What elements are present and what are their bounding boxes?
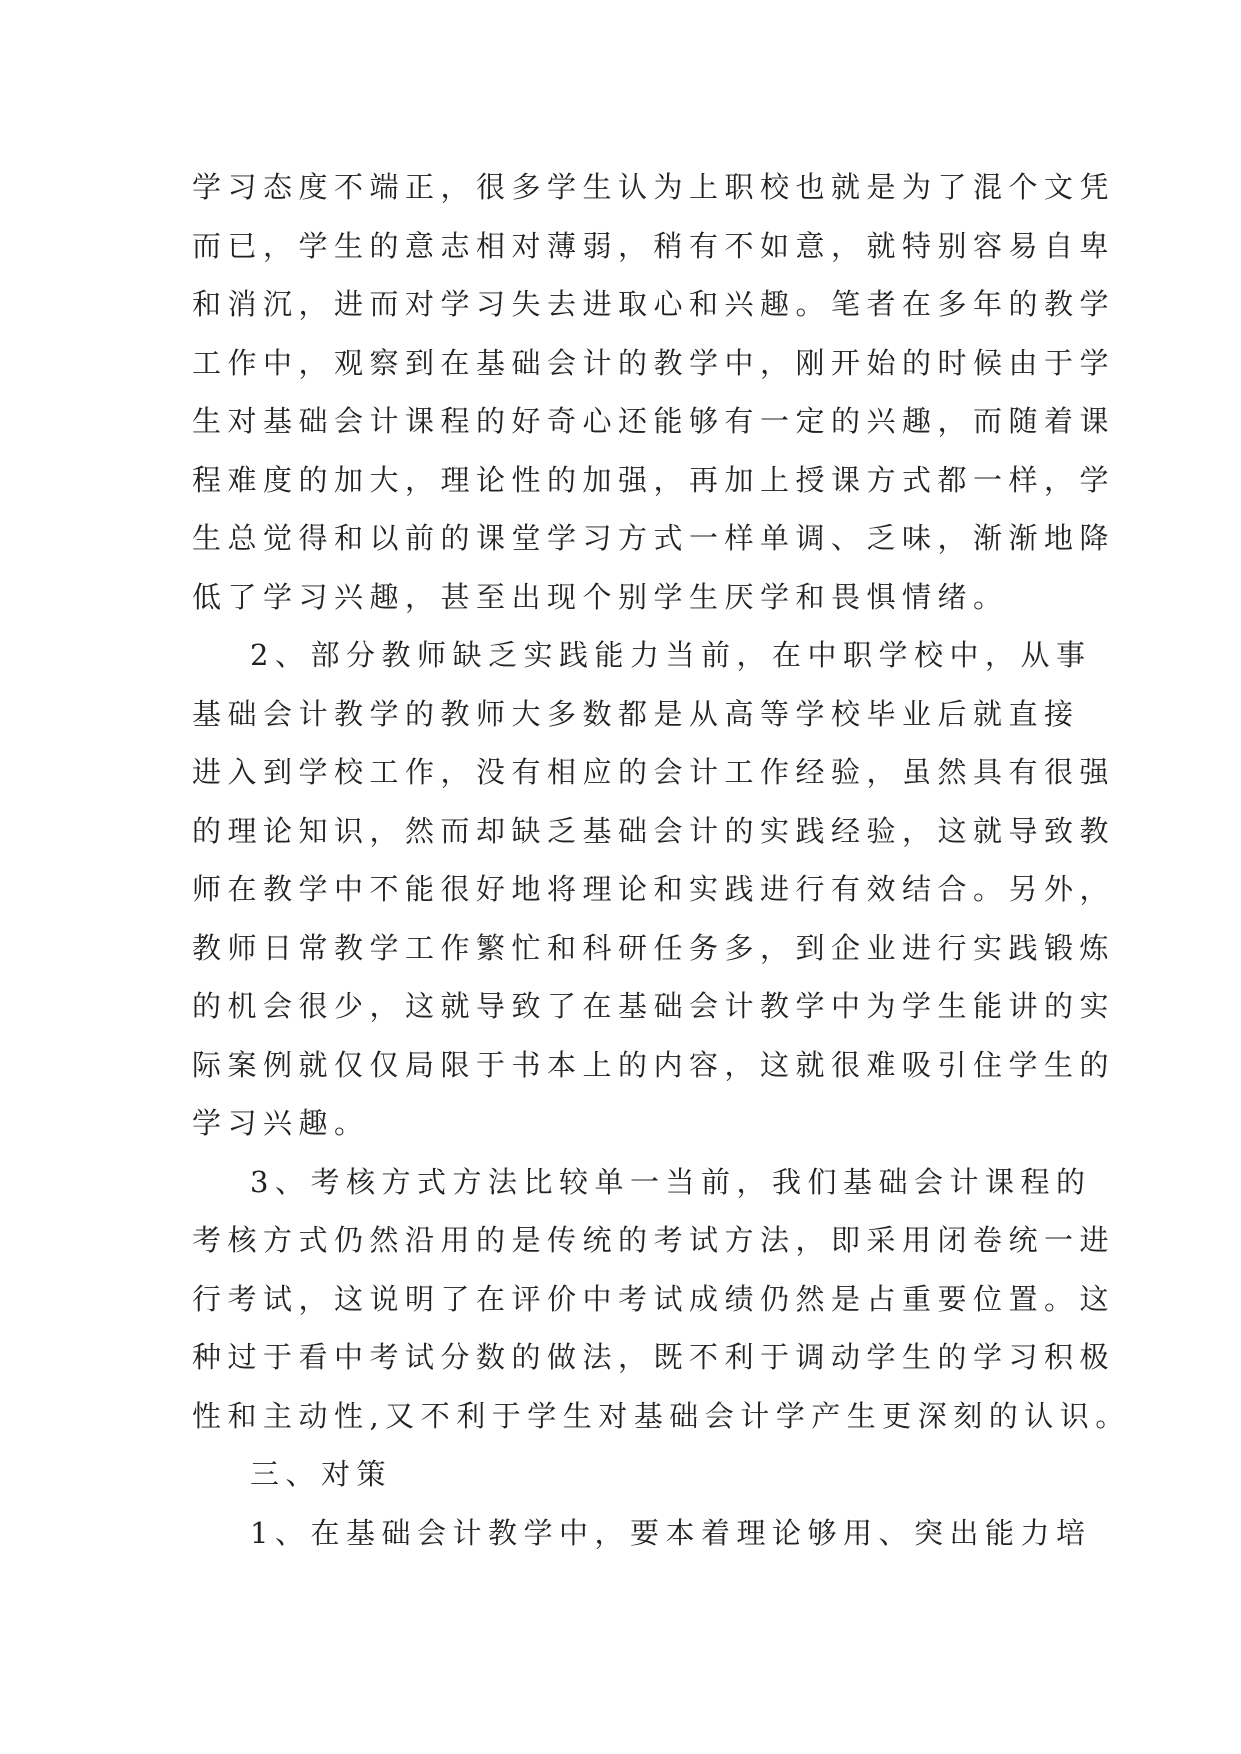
text-line: 而已，学生的意志相对薄弱，稍有不如意，就特别容易自卑 xyxy=(192,228,1116,263)
text-line: 2、部分教师缺乏实践能力当前，在中职学校中，从事 xyxy=(250,638,1092,672)
text-line: 的理论知识，然而却缺乏基础会计的实践经验，这就导致教 xyxy=(192,813,1116,848)
text-line: 性和主动性,又不利于学生对基础会计学产生更深刻的认识。 xyxy=(192,1398,1131,1433)
text-line: 的机会很少，这就导致了在基础会计教学中为学生能讲的实 xyxy=(192,989,1116,1023)
text-line: 师在教学中不能很好地将理论和实践进行有效结合。另外， xyxy=(192,872,1116,906)
text-line: 程难度的加大，理论性的加强，再加上授课方式都一样，学 xyxy=(192,462,1116,497)
text-line: 际案例就仅仅局限于书本上的内容，这就很难吸引住学生的 xyxy=(192,1047,1116,1082)
text-line: 低了学习兴趣，甚至出现个别学生厌学和畏惧情绪。 xyxy=(192,579,1009,614)
text-line: 行考试，这说明了在评价中考试成绩仍然是占重要位置。这 xyxy=(192,1281,1116,1316)
text-line: 教师日常教学工作繁忙和科研任务多，到企业进行实践锻炼 xyxy=(192,930,1116,965)
text-line: 生对基础会计课程的好奇心还能够有一定的兴趣，而随着课 xyxy=(192,404,1116,438)
text-line: 生总觉得和以前的课堂学习方式一样单调、乏味，渐渐地降 xyxy=(192,521,1116,555)
text-line: 工作中，观察到在基础会计的教学中，刚开始的时候由于学 xyxy=(192,345,1116,380)
text-line: 和消沉，进而对学习失去进取心和兴趣。笔者在多年的教学 xyxy=(192,287,1116,321)
text-line: 学习态度不端正，很多学生认为上职校也就是为了混个文凭 xyxy=(192,170,1116,204)
text-line: 进入到学校工作，没有相应的会计工作经验，虽然具有很强 xyxy=(192,755,1116,789)
text-line: 基础会计教学的教师大多数都是从高等学校毕业后就直接 xyxy=(192,696,1080,731)
text-line: 学习兴趣。 xyxy=(192,1106,370,1140)
text-line: 考核方式仍然沿用的是传统的考试方法，即采用闭卷统一进 xyxy=(192,1223,1116,1257)
text-line: 1、在基础会计教学中，要本着理论够用、突出能力培 xyxy=(250,1515,1092,1550)
document-body xyxy=(192,158,1131,1562)
text-line: 3、考核方式方法比较单一当前，我们基础会计课程的 xyxy=(250,1164,1092,1199)
section-heading: 三、对策 xyxy=(250,1457,393,1491)
text-line: 种过于看中考试分数的做法，既不利于调动学生的学习积极 xyxy=(192,1340,1116,1374)
